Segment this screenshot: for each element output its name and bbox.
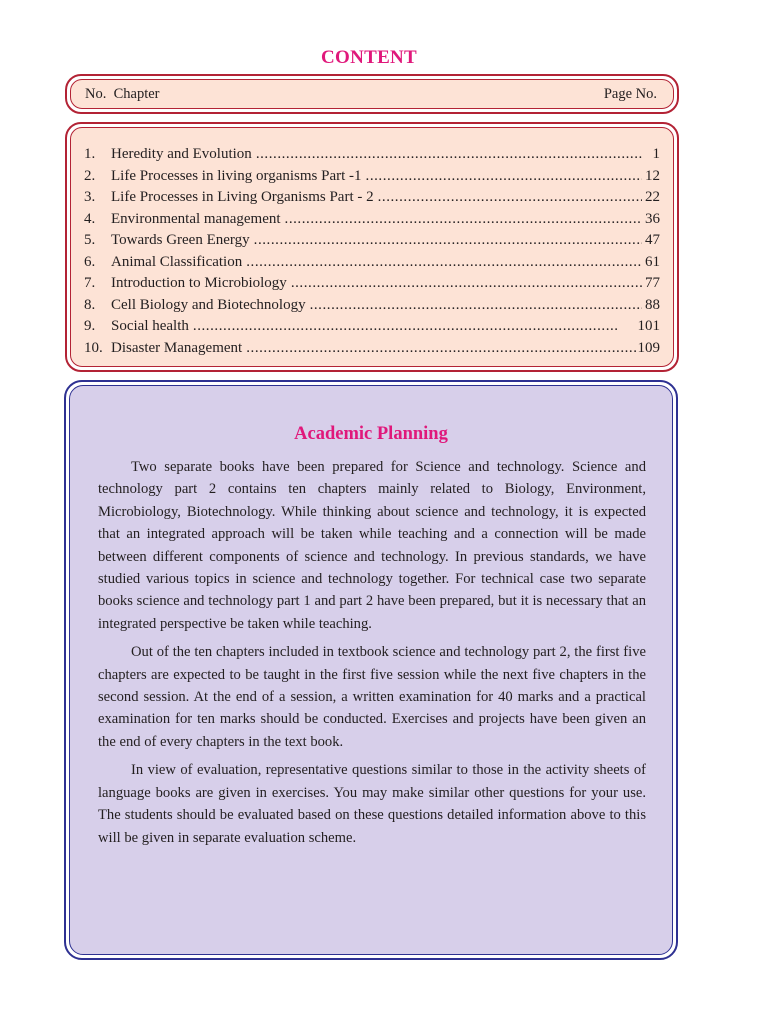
chapter-row[interactable] [84, 338, 660, 360]
chapter-page-number: 36 [645, 210, 660, 227]
chapter-row[interactable] [84, 316, 660, 338]
chapter-row[interactable] [84, 295, 660, 317]
chapter-number: 10. [84, 339, 103, 356]
dot-leader [250, 230, 642, 252]
chapter-row[interactable] [84, 144, 660, 166]
dot-leader [242, 252, 642, 274]
planning-paragraph: In view of evaluation, representative questions similar to those in the activity sheets of language books are given in exercises. You may make similar other questions for your use. The students should be evaluated based on these questions detailed information above to this will be given in separate evaluation scheme. [98, 762, 646, 846]
chapter-row[interactable] [84, 209, 660, 231]
dot-leader [374, 187, 642, 209]
chapter-row[interactable] [84, 230, 660, 252]
chapter-page-number: 109 [637, 339, 660, 356]
academic-planning-body [98, 456, 646, 855]
academic-planning-panel [64, 380, 678, 960]
header-page-label: Page No. [603, 86, 657, 102]
toc-header-box [65, 74, 679, 114]
chapter-title: Environmental management [111, 210, 281, 227]
chapter-title: Heredity and Evolution [111, 146, 252, 162]
toc-header-left [85, 86, 160, 103]
dot-leader [281, 209, 642, 231]
toc-header-row [85, 86, 657, 103]
chapter-number: 8. [84, 296, 96, 313]
dot-leader [189, 316, 638, 338]
academic-planning-inner [69, 385, 673, 955]
chapter-number: 9. [84, 318, 96, 334]
header-chapter-label: Chapter [113, 86, 160, 102]
chapter-number: 7. [84, 275, 96, 291]
chapter-title: Introduction to Microbiology [111, 275, 287, 291]
chapter-number: 2. [84, 167, 96, 184]
dot-leader [242, 338, 637, 360]
chapter-title: Towards Green Energy [111, 232, 250, 248]
dot-leader [252, 144, 642, 166]
chapter-page-number: 1 [652, 146, 660, 162]
chapter-row[interactable] [84, 187, 660, 209]
dot-leader [362, 166, 642, 188]
chapter-title: Life Processes in Living Organisms Part - 2 [111, 189, 374, 205]
toc-box [65, 122, 679, 372]
chapter-number: 3. [84, 189, 96, 205]
chapter-title: Social health [111, 318, 189, 334]
dot-leader [306, 295, 642, 317]
chapter-title: Animal Classification [111, 253, 243, 270]
academic-planning-title: Academic Planning [294, 424, 448, 444]
chapter-page-number: 88 [645, 296, 660, 313]
chapter-number: 6. [84, 253, 96, 270]
chapter-title: Life Processes in living organisms Part -1 [111, 167, 362, 184]
chapter-page-number: 77 [645, 275, 660, 291]
dot-leader [287, 273, 642, 295]
chapter-title: Cell Biology and Biotechnology [111, 296, 306, 313]
chapter-row[interactable] [84, 166, 660, 188]
planning-paragraph: Two separate books have been prepared for Science and technology. Science and technology part 2 contains ten chapters mainly related to Biology, Environment, Microbiology, Biotechnology. While thinking about science and technology, it is expected that an integrated approach will be taken while teaching and a connection will be made between different components of science and technology. In previous standards, we have studied various topics in science and technology together. For technical case two separate books science and technology part 1 and part 2 have been prepared, but it is necessary that an integrated perspective be taken while teaching. [98, 459, 646, 632]
chapter-page-number: 61 [645, 253, 660, 270]
chapter-row[interactable] [84, 252, 660, 274]
chapter-number: 1. [84, 146, 96, 162]
toc-header-inner [70, 79, 674, 109]
header-no-label: No. [85, 86, 107, 102]
chapter-page-number: 101 [637, 318, 660, 334]
toc-box-inner [70, 127, 674, 367]
chapter-row[interactable] [84, 273, 660, 295]
chapter-list [84, 144, 660, 359]
chapter-number: 5. [84, 232, 96, 248]
chapter-page-number: 22 [645, 189, 660, 205]
page-title: CONTENT [320, 47, 418, 68]
chapter-number: 4. [84, 210, 96, 227]
chapter-title: Disaster Management [111, 339, 243, 356]
planning-paragraph: Out of the ten chapters included in textbook science and technology part 2, the first five chapters are expected to be taught in the first five session while the next five chapters in the second session. At the end of a session, a written examination for 40 marks and a practical examination for ten marks should be conducted. Exercises and projects have been given an the end of every chapters in the text book. [98, 644, 646, 750]
chapter-page-number: 12 [645, 167, 660, 184]
chapter-page-number: 47 [645, 232, 660, 248]
